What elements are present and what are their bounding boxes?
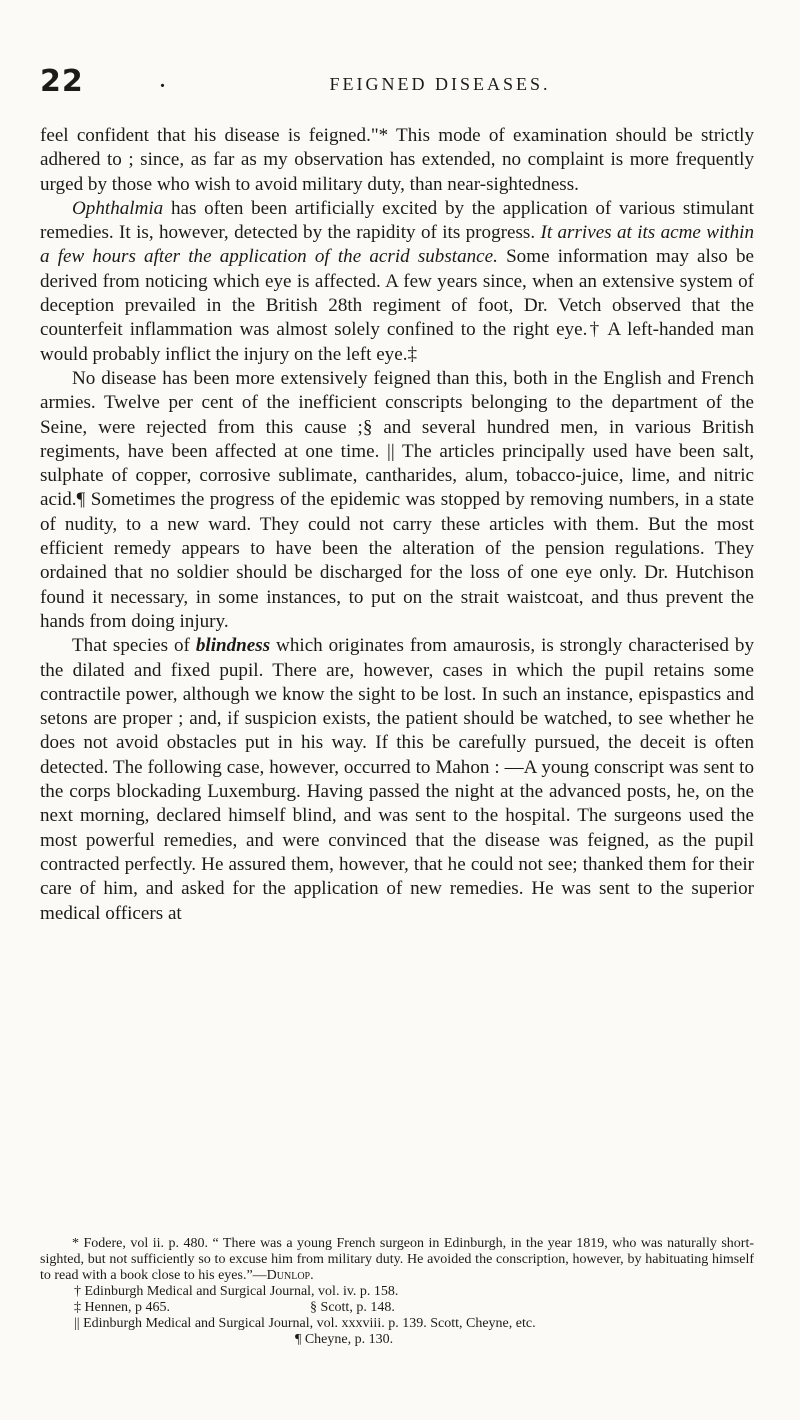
header-separator: . — [160, 70, 165, 92]
emphasis-acme: It arrives at its acme within a few hours after the application of the acrid substance. — [40, 222, 754, 268]
footnote-fodere-text: * Fodere, vol ii. p. 480. “ There was a young French surgeon in Edinburgh, in the year 1819, who was naturally short-sighted, but not sufficiently so to excuse him from military duty. He avoided the conscription, however, by habituating himself to read with a book close to his eyes.”— — [40, 1236, 754, 1283]
footnote-cheyne-line — [40, 1332, 754, 1348]
paragraph-ophthalmia-text-b: Some information may also be derived from noticing which eye is affected. A few years since, when an extensive system of deception prevailed in the British 28th regiment of foot, Dr. Vetch observed that the counterfeit inflammation was almost solely confined to the right eye.† A left-handed man would probably inflict the injury on the left eye.‡ — [40, 246, 754, 365]
footnote-hennen-scott — [40, 1300, 754, 1316]
footnote-edinburgh-xxxviii: || Edinburgh Medical and Surgical Journal, vol. xxxviii. p. 139. Scott, Cheyne, etc. — [74, 1316, 536, 1331]
page-header — [40, 64, 760, 108]
paragraph-1-text: feel confident that his disease is feigned."* This mode of examination should be strictly adhered to ; since, as far as my observation has extended, no complaint is more frequently urged by those who wish to avoid military duty, than near-sightedness. — [40, 125, 754, 195]
footnote-fodere — [40, 1236, 754, 1284]
body-text — [40, 124, 754, 926]
footnote-scott: § Scott, p. 148. — [310, 1300, 395, 1315]
paragraph-blindness — [40, 634, 754, 926]
term-ophthalmia: Ophthalmia — [72, 197, 164, 219]
paragraph-1 — [40, 124, 754, 197]
paragraph-blindness-text-b: which originates from amaurosis, is strongly characterised by the dilated and fixed pupil. There are, however, cases in which the pupil retains some contractile power, although we know the sight to be lost. In such an instance, epispastics and setons are proper ; and, if suspicion exists, the patient should be watched, to see whether he does not avoid obstacles put in his way. If this be carefully pursued, the deceit is often detected. The following case, however, occurred to Mahon : —A young conscript was sent to the corps blockading Luxemburg. Having passed the night at the advanced posts, he, on the next morning, declared himself blind, and was sent to the hospital. The surgeons used the most powerful remedies, and were convinced that the disease was feigned, as the pupil contracted perfectly. He assured them, however, that he could not see; thanked them for their care of him, and asked for the application of new remedies. He was sent to the superior medical officers at — [40, 635, 754, 924]
page-number: 22 — [40, 64, 84, 99]
footnote-fodere-author: Dunlop. — [266, 1268, 314, 1283]
paragraph-armies — [40, 367, 754, 634]
running-head: FEIGNED DISEASES. — [329, 74, 551, 94]
paragraph-armies-text: No disease has been more extensively feigned than this, both in the English and French armies. Twelve per cent of the inefficient conscripts belonging to the department of the Seine, were rejected from this cause ;§ and several hundred men, in various British regiments, have been affected at one time. || The articles principally used have been salt, sulphate of copper, corrosive sublimate, cantharides, alum, tobacco-juice, lime, and nitric acid.¶ Sometimes the progress of the epidemic was stopped by removing numbers, in a state of nudity, to a new ward. They could not carry these articles with them. But the most efficient remedy appears to have been the alteration of the pension regulations. They ordained that no soldier should be discharged for the loss of one eye only. Dr. Hutchison found it necessary, in some instances, to put on the strait waistcoat, and thus prevent the hands from doing injury. — [40, 367, 754, 632]
paragraph-ophthalmia — [40, 197, 754, 367]
footnote-hennen: ‡ Hennen, p 465. — [74, 1300, 171, 1315]
footnotes — [40, 1236, 754, 1348]
paragraph-blindness-text-a: That species of — [72, 635, 196, 657]
paragraph-ophthalmia-text-a: has often been artificially excited by the application of various stimulant remedies. It is, however, detected by the rapidity of its progress. — [40, 197, 754, 244]
term-blindness: blindness — [195, 635, 271, 657]
footnote-edinburgh-journal: † Edinburgh Medical and Surgical Journal, vol. iv. p. 158. — [74, 1284, 399, 1299]
footnote-cheyne: ¶ Cheyne, p. 130. — [295, 1332, 394, 1347]
